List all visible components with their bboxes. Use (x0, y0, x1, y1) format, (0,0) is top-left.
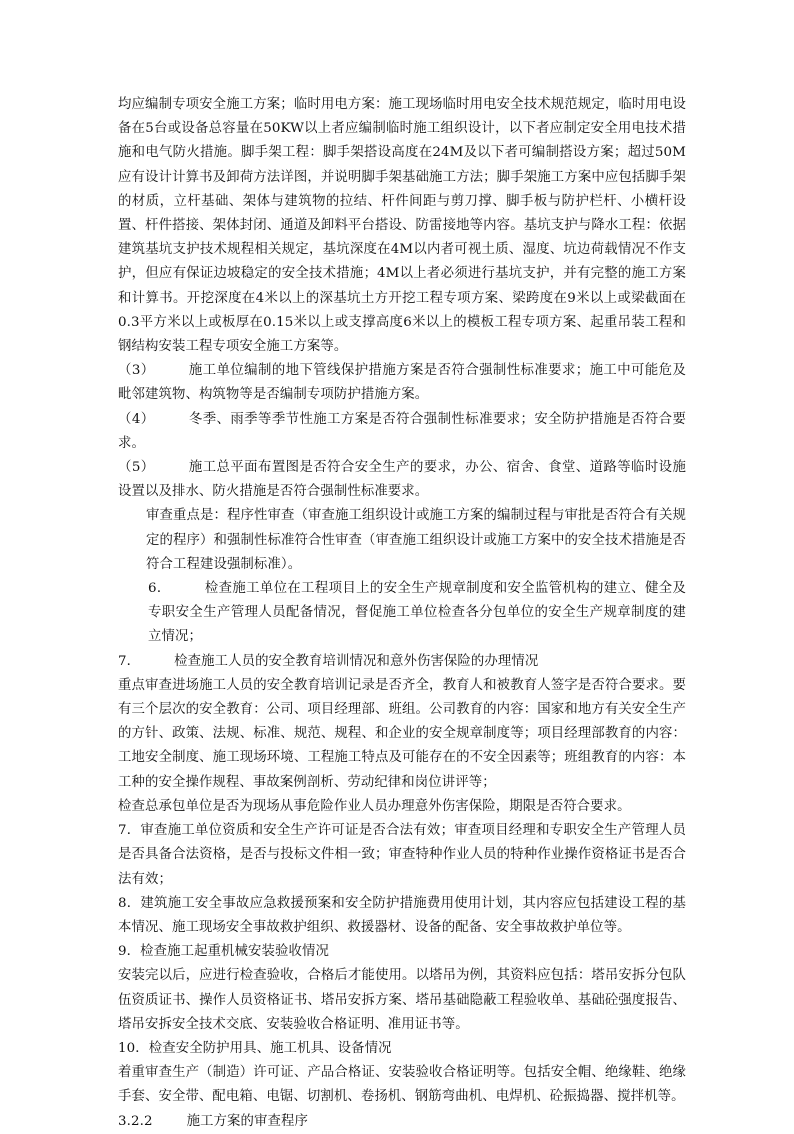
paragraph-equipment: 着重审查生产（制造）许可证、产品合格证、安装验收合格证明等。包括安全帽、绝缘鞋、绝缘手套、安全带、配电箱、电锯、切割机、卷扬机、钢筋弯曲机、电焊机、砼振捣器、搅拌机等。 (118, 1065, 686, 1105)
item-number: （5） (118, 460, 155, 476)
item-text: 冬季、雨季等季节性施工方案是否符合强制性标准要求；安全防护措施是否符合要求。 (118, 411, 686, 451)
section-heading-3-2-2 (118, 1110, 686, 1134)
paragraph-item-4 (118, 408, 686, 456)
item-text: 检查施工人员的安全教育培训情况和意外伤害保险的办理情况 (174, 653, 539, 669)
item-text: 施工总平面布置图是否符合安全生产的要求，办公、宿舍、食堂、道路等临时设施设置以及排水、防火措施是否符合强制性标准要求。 (118, 460, 686, 500)
paragraph-qualification: 7．审查施工单位资质和安全生产许可证是否合法有效；审查项目经理和专职安全生产管理人员是否具备合法资格，是否与投标文件相一致；审查特种作业人员的特种作业操作资格证书是否合法有效； (118, 823, 686, 887)
item-text: 检查施工单位在工程项目上的安全生产规章制度和安全监管机构的建立、健全及专职安全生产管理人员配备情况，督促施工单位检查各分包单位的安全生产规章制度的建立情况； (148, 581, 686, 645)
paragraph-special-plans: 均应编制专项安全施工方案；临时用电方案：施工现场临时用电安全技术规范规定，临时用电设备在5台或设备总容量在50KW以上者应编制临时施工组织设计，以下者应制定安全用电技术措施和电气防火措施。脚手架工程：脚手架搭设高度在24M及以下者可编制搭设方案；超过50M应有设计计算书及卸荷方法详图，并说明脚手架基础施工方法；脚手架施工方案中应包括脚手架的材质，立杆基础、架体与建筑物的拉结、杆件间距与剪刀撑、脚手板与防护栏杆、小横杆设置、杆件搭接、架体封闭、通道及卸料平台搭设、防雷接地等内容。基坑支护与降水工程：依据建筑基坑支护技术规程相关规定，基坑深度在4M以内者可视土质、湿度、坑边荷载情况不作支护，但应有保证边坡稳定的安全技术措施；4M以上者必须进行基坑支护，并有完整的施工方案和计算书。开挖深度在4米以上的深基坑土方开挖工程专项方案、梁跨度在9米以上或梁截面在0.3平方米以上或板厚在0.15米以上或支撑高度6米以上的模板工程专项方案、起重吊装工程和钢结构安装工程专项安全施工方案等。 (118, 97, 686, 355)
section-title: 施工方案的审查程序 (186, 1113, 308, 1129)
heading-item-9: 9．检查施工起重机械安装验收情况 (118, 944, 329, 960)
document-page (118, 93, 686, 1134)
section-number: 3.2.2 (118, 1113, 153, 1129)
item-number: 6． (148, 581, 171, 597)
paragraph-review-focus: 审查重点是：程序性审查（审查施工组织设计或施工方案的编制过程与审批是否符合有关规定的程序）和强制性标准符合性审查（审查施工组织设计或施工方案中的安全技术措施是否符合工程建设强制标准）。 (146, 508, 686, 572)
paragraph-safety-education: 重点审查进场施工人员的安全教育培训记录是否齐全，教育人和被教育人签字是否符合要求。要有三个层次的安全教育：公司、项目经理部、班组。公司教育的内容：国家和地方有关安全生产的方针、政策、法规、标准、规范、规程、和企业的安全规章制度等；项目经理部教育的内容：工地安全制度、施工现场环境、工程施工特点及可能存在的不安全因素等；班组教育的内容：本工种的安全操作规程、事故案例剖析、劳动纪律和岗位讲评等； (118, 677, 686, 790)
paragraph-item-6 (118, 577, 686, 650)
paragraph-emergency-plan: 8．建筑施工安全事故应急救援预案和安全防护措施费用使用计划，其内容应包括建设工程的基本情况、施工现场安全事故救护组织、救援器材、设备的配备、安全事故救护单位等。 (118, 895, 686, 935)
paragraph-item-5 (118, 456, 686, 504)
paragraph-item-3 (118, 359, 686, 407)
item-number: （3） (118, 363, 155, 379)
heading-item-7 (118, 650, 686, 674)
item-number: 7． (118, 653, 141, 669)
item-text: 施工单位编制的地下管线保护措施方案是否符合强制性标准要求；施工中可能危及毗邻建筑物、构筑物等是否编制专项防护措施方案。 (118, 363, 686, 403)
item-number: （4） (118, 411, 155, 427)
paragraph-crane-inspection: 安装完以后，应进行检查验收，合格后才能使用。以塔吊为例，其资料应包括：塔吊安拆分包队伍资质证书、操作人员资格证书、塔吊安拆方案、塔吊基础隐蔽工程验收单、基础砼强度报告、塔吊安拆安全技术交底、安装验收合格证明、准用证书等。 (118, 968, 686, 1032)
paragraph-insurance: 检查总承包单位是否为现场从事危险作业人员办理意外伤害保险，期限是否符合要求。 (118, 798, 631, 814)
heading-item-10: 10．检查安全防护用具、施工机具、设备情况 (118, 1040, 392, 1056)
